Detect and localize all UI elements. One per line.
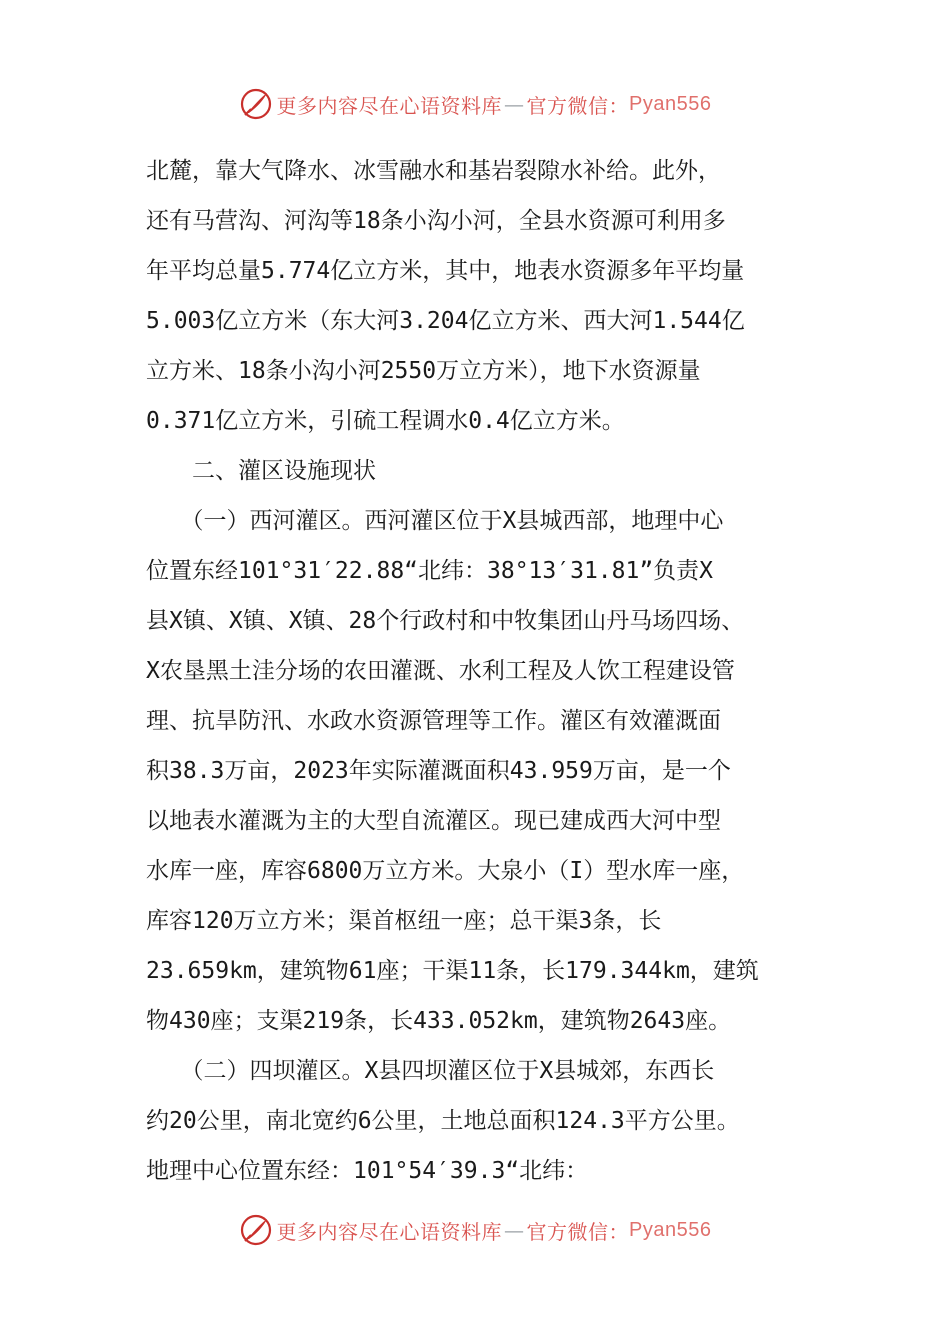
text-line: 5.003亿立方米（东大河3.204亿立方米、西大河1.544亿 (146, 308, 745, 334)
quill-logo-icon (239, 87, 273, 121)
text-line: 约20公里，南北宽约6公里，土地总面积124.3平方公里。 (146, 1108, 740, 1134)
text-line: （二）四坝灌区。X县四坝灌区位于X县城郊，东西长 (146, 1058, 715, 1084)
text-line: 立方米、18条小沟小河2550万立方米），地下水资源量 (146, 358, 701, 384)
text-line: 年平均总量5.774亿立方米，其中，地表水资源多年平均量 (146, 258, 745, 284)
text-line: 理、抗旱防汛、水政水资源管理等工作。灌区有效灌溉面 (146, 708, 721, 734)
banner-text: 更多内容尽在心语资料库 (276, 1219, 503, 1244)
text-line: 以地表水灌溉为主的大型自流灌区。现已建成西大河中型 (146, 808, 721, 834)
text-line: 地理中心位置东经：101°54′39.3“北纬： (146, 1158, 589, 1184)
banner-wechat-label: 官方微信： (526, 1219, 630, 1244)
text-line: 位置东经101°31′22.88“北纬：38°13′31.81”负责X (146, 558, 714, 584)
footer-banner (0, 1210, 950, 1250)
banner-text: 更多内容尽在心语资料库 (276, 93, 503, 118)
banner-wechat-id: Pyan556 (629, 92, 712, 115)
section-heading: 二、灌区设施现状 (146, 458, 376, 484)
header-banner (0, 84, 950, 124)
banner-wechat-id: Pyan556 (629, 1218, 712, 1241)
text-line: 水库一座，库容6800万立方米。大泉小（I）型水库一座， (146, 858, 745, 884)
text-line: （一）西河灌区。西河灌区位于X县城西部，地理中心 (146, 508, 724, 534)
text-line: 物430座；支渠219条，长433.052km，建筑物2643座。 (146, 1008, 732, 1034)
text-line: 库容120万立方米；渠首枢纽一座；总干渠3条，长 (146, 908, 662, 934)
text-line: X农垦黑土洼分场的农田灌溉、水利工程及人饮工程建设管 (146, 658, 735, 684)
banner-wechat-label: 官方微信： (526, 93, 630, 118)
text-line: 北麓，靠大气降水、冰雪融水和基岩裂隙水补给。此外， (146, 158, 721, 184)
banner-separator: — (504, 92, 525, 116)
text-line: 积38.3万亩，2023年实际灌溉面积43.959万亩，是一个 (146, 758, 731, 784)
text-line: 县X镇、X镇、X镇、28个行政村和中牧集团山丹马场四场、 (146, 608, 745, 634)
text-line: 23.659km，建筑物61座；干渠11条，长179.344km，建筑 (146, 958, 759, 984)
quill-logo-icon (239, 1213, 273, 1247)
text-line: 0.371亿立方米，引硫工程调水0.4亿立方米。 (146, 408, 625, 434)
banner-separator: — (504, 1218, 525, 1242)
text-line: 还有马营沟、河沟等18条小沟小河，全县水资源可利用多 (146, 208, 726, 234)
document-body (146, 146, 816, 1196)
